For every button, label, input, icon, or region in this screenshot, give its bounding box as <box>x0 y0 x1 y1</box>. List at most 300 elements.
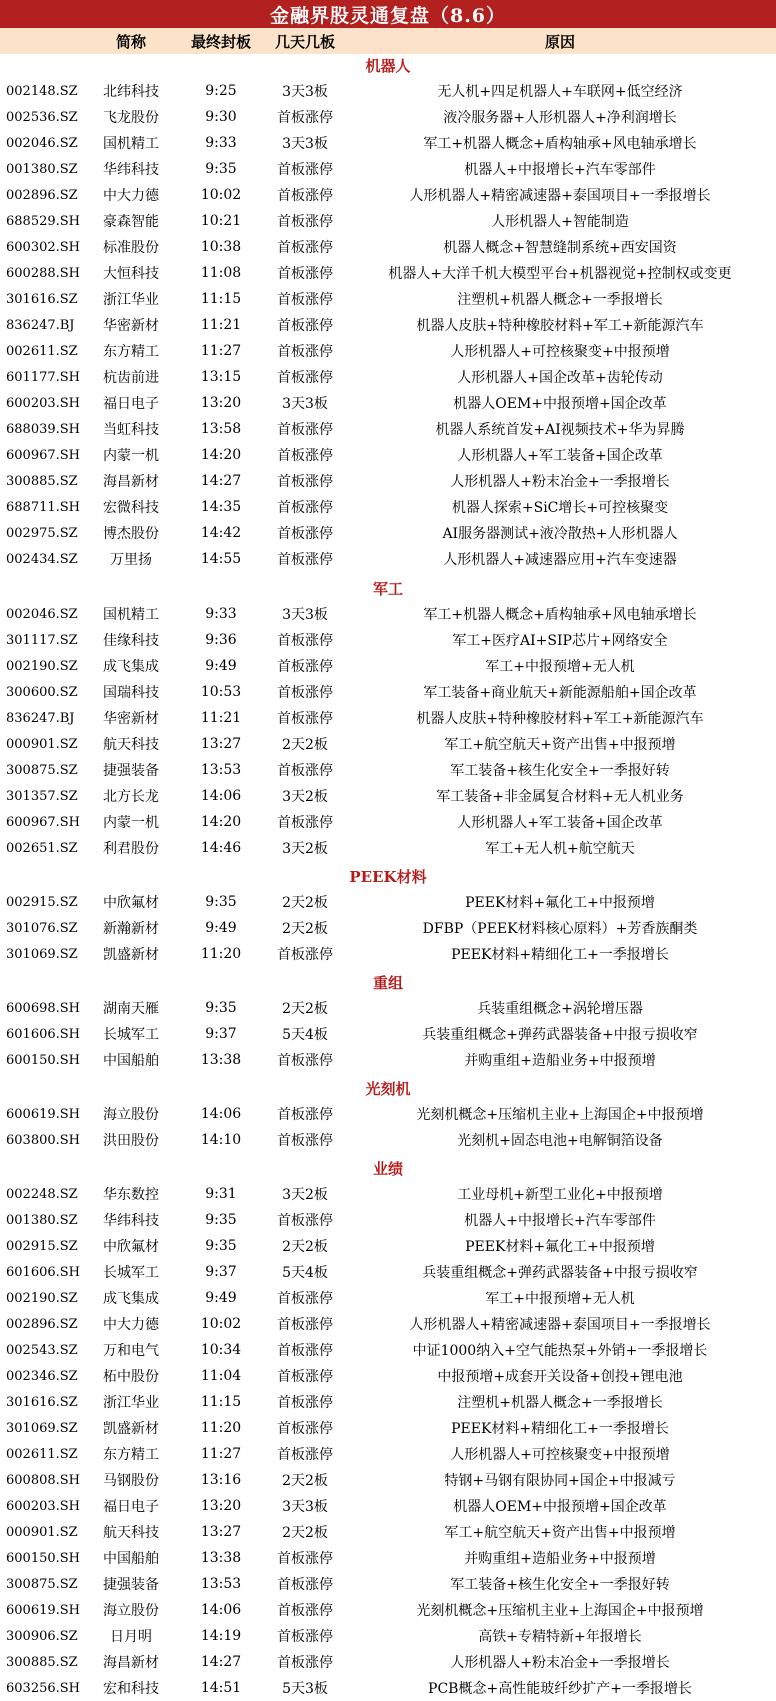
table-row <box>0 757 776 783</box>
board-count: 首板涨停 <box>277 659 333 675</box>
board-count: 5天4板 <box>282 1027 328 1043</box>
stock-code: 301069.SZ <box>6 946 78 962</box>
table-row <box>0 835 776 861</box>
seal-time: 11:20 <box>200 946 242 962</box>
stock-name: 马钢股份 <box>103 1473 159 1489</box>
stock-code: 836247.BJ <box>6 710 75 726</box>
reason: PEEK材料+氟化工+中报预增 <box>465 1239 655 1255</box>
seal-time: 14:10 <box>200 1132 242 1148</box>
section <box>0 971 776 1073</box>
stock-code: 000901.SZ <box>6 736 78 752</box>
seal-time: 14:51 <box>200 1680 242 1696</box>
board-count: 首板涨停 <box>277 266 333 282</box>
stock-name: 佳缘科技 <box>103 633 159 649</box>
seal-time: 11:04 <box>200 1368 242 1384</box>
stock-name: 华密新材 <box>103 711 159 727</box>
seal-time: 11:27 <box>200 1446 242 1462</box>
seal-time: 14:42 <box>200 525 242 541</box>
stock-name: 成飞集成 <box>103 659 159 675</box>
table-row <box>0 468 776 494</box>
stock-name: 捷强装备 <box>103 1577 159 1593</box>
stock-name: 国机精工 <box>103 136 159 152</box>
table-row <box>0 364 776 390</box>
reason: 机器人概念+智慧缝制系统+西安国资 <box>443 240 677 256</box>
stock-code: 002190.SZ <box>6 658 78 674</box>
table-row <box>0 312 776 338</box>
stock-code: 000901.SZ <box>6 1524 78 1540</box>
seal-time: 14:20 <box>200 814 242 830</box>
seal-time: 9:37 <box>205 1264 237 1280</box>
table-row <box>0 1441 776 1467</box>
stock-code: 301616.SZ <box>6 1394 78 1410</box>
stock-code: 601606.SH <box>6 1264 81 1280</box>
seal-time: 10:53 <box>200 684 242 700</box>
reason: 军工+无人机+航空航天 <box>485 841 635 857</box>
reason: 注塑机+机器人概念+一季报增长 <box>457 1395 663 1411</box>
section <box>0 1077 776 1153</box>
stock-code: 600967.SH <box>6 814 81 830</box>
board-count: 首板涨停 <box>277 947 333 963</box>
stock-name: 当虹科技 <box>103 422 159 438</box>
table-row <box>0 941 776 967</box>
board-count: 首板涨停 <box>277 1213 333 1229</box>
stock-code: 600967.SH <box>6 447 81 463</box>
table-row <box>0 104 776 130</box>
stock-name: 柘中股份 <box>103 1369 159 1385</box>
reason: 机器人系统首发+AI视频技术+华为昇腾 <box>435 422 685 438</box>
table-row <box>0 1597 776 1623</box>
stock-name: 华纬科技 <box>103 1213 159 1229</box>
reason: 兵装重组概念+弹药武器装备+中报亏损收窄 <box>422 1027 698 1043</box>
stock-code: 002543.SZ <box>6 1342 78 1358</box>
stock-code: 002046.SZ <box>6 135 78 151</box>
seal-time: 13:27 <box>200 1524 242 1540</box>
board-count: 首板涨停 <box>277 763 333 779</box>
seal-time: 9:35 <box>205 1238 237 1254</box>
stock-code: 001380.SZ <box>6 161 78 177</box>
stock-code: 002611.SZ <box>6 343 78 359</box>
board-count: 首板涨停 <box>277 1629 333 1645</box>
stock-code: 301076.SZ <box>6 920 78 936</box>
stock-name: 飞龙股份 <box>103 110 159 126</box>
reason: 军工装备+非金属复合材料+无人机业务 <box>436 789 684 805</box>
reason: 人形机器人+军工装备+国企改革 <box>457 815 663 831</box>
stock-code: 300906.SZ <box>6 1628 78 1644</box>
stock-name: 福日电子 <box>103 1499 159 1515</box>
stock-name: 湖南天雁 <box>103 1001 159 1017</box>
board-count: 5天3板 <box>282 1681 328 1697</box>
stock-code: 002611.SZ <box>6 1446 78 1462</box>
stock-code: 002896.SZ <box>6 1316 78 1332</box>
stock-name: 标准股份 <box>103 240 159 256</box>
table-row <box>0 705 776 731</box>
seal-time: 14:06 <box>200 788 242 804</box>
seal-time: 10:34 <box>200 1342 242 1358</box>
stock-code: 301117.SZ <box>6 632 78 648</box>
reason: 中报预增+成套开关设备+创投+锂电池 <box>437 1369 683 1385</box>
stock-code: 002046.SZ <box>6 606 78 622</box>
stock-name: 航天科技 <box>103 737 159 753</box>
table-row <box>0 1675 776 1701</box>
board-count: 首板涨停 <box>277 1395 333 1411</box>
reason: AI服务器测试+液冷散热+人形机器人 <box>442 526 678 542</box>
table-row <box>0 416 776 442</box>
stock-code: 002434.SZ <box>6 551 78 567</box>
stock-code: 600619.SH <box>6 1106 81 1122</box>
reason: PEEK材料+精细化工+一季报增长 <box>451 1421 669 1437</box>
seal-time: 11:08 <box>200 265 242 281</box>
table-row <box>0 1571 776 1597</box>
stock-code: 002536.SZ <box>6 109 78 125</box>
reason: 机器人+大洋千机大模型平台+机器视觉+控制权或变更 <box>388 266 732 282</box>
reason: 光刻机概念+压缩机主业+上海国企+中报预增 <box>416 1603 704 1619</box>
seal-time: 9:30 <box>205 109 237 125</box>
board-count: 首板涨停 <box>277 448 333 464</box>
stock-name: 洪田股份 <box>103 1133 159 1149</box>
stock-code: 301069.SZ <box>6 1420 78 1436</box>
seal-time: 14:27 <box>200 473 242 489</box>
section <box>0 1157 776 1701</box>
reason: 光刻机+固态电池+电解铜箔设备 <box>457 1133 663 1149</box>
reason: PEEK材料+精细化工+一季报增长 <box>451 947 669 963</box>
stock-name: 凯盛新材 <box>103 947 159 963</box>
table-row <box>0 679 776 705</box>
board-count: 首板涨停 <box>277 1369 333 1385</box>
table-row <box>0 653 776 679</box>
board-count: 首板涨停 <box>277 1603 333 1619</box>
table-row <box>0 915 776 941</box>
board-count: 2天2板 <box>282 1473 328 1489</box>
table-row <box>0 1021 776 1047</box>
board-count: 首板涨停 <box>277 1343 333 1359</box>
board-count: 首板涨停 <box>277 240 333 256</box>
stock-code: 601177.SH <box>6 369 81 385</box>
seal-time: 13:38 <box>200 1052 242 1068</box>
reason: 机器人皮肤+特种橡胶材料+军工+新能源汽车 <box>416 711 704 727</box>
seal-time: 14:46 <box>200 840 242 856</box>
board-count: 3天3板 <box>282 607 328 623</box>
reason: 人形机器人+可控核聚变+中报预增 <box>450 344 670 360</box>
stock-name: 中欣氟材 <box>103 895 159 911</box>
board-count: 5天4板 <box>282 1265 328 1281</box>
table-row <box>0 442 776 468</box>
reason: 机器人皮肤+特种橡胶材料+军工+新能源汽车 <box>416 318 704 334</box>
section-title: PEEK材料 <box>349 868 427 886</box>
board-count: 2天2板 <box>282 1239 328 1255</box>
reason: 特钢+马钢有限协同+国企+中报减亏 <box>444 1473 676 1489</box>
stock-code: 600150.SH <box>6 1550 81 1566</box>
stock-name: 海昌新材 <box>103 1655 159 1671</box>
seal-time: 11:27 <box>200 343 242 359</box>
reason: DFBP（PEEK材料核心原料）+芳香族酮类 <box>422 921 698 937</box>
stock-code: 301357.SZ <box>6 788 78 804</box>
seal-time: 14:06 <box>200 1106 242 1122</box>
board-count: 3天2板 <box>282 789 328 805</box>
board-count: 3天2板 <box>282 1187 328 1203</box>
stock-code: 600302.SH <box>6 239 81 255</box>
stock-name: 万和电气 <box>103 1343 159 1359</box>
board-count: 2天2板 <box>282 1001 328 1017</box>
reason: 并购重组+造船业务+中报预增 <box>464 1551 656 1567</box>
table-row <box>0 1047 776 1073</box>
stock-name: 宏微科技 <box>103 500 159 516</box>
table-row <box>0 130 776 156</box>
stock-code: 600203.SH <box>6 395 81 411</box>
seal-time: 13:15 <box>200 369 242 385</box>
table-row <box>0 520 776 546</box>
seal-time: 14:35 <box>200 499 242 515</box>
table-row <box>0 234 776 260</box>
seal-time: 9:35 <box>205 894 237 910</box>
board-count: 首板涨停 <box>277 815 333 831</box>
stock-name: 东方精工 <box>103 1447 159 1463</box>
reason: 军工+中报预增+无人机 <box>485 1291 635 1307</box>
table-row <box>0 546 776 572</box>
board-count: 首板涨停 <box>277 370 333 386</box>
stock-code: 600698.SH <box>6 1000 81 1016</box>
board-count: 首板涨停 <box>277 1107 333 1123</box>
stock-code: 300875.SZ <box>6 762 78 778</box>
table-row <box>0 889 776 915</box>
stock-code: 300875.SZ <box>6 1576 78 1592</box>
board-count: 首板涨停 <box>277 1133 333 1149</box>
stock-name: 北方长龙 <box>103 789 159 805</box>
seal-time: 10:02 <box>200 1316 242 1332</box>
table-row <box>0 1181 776 1207</box>
stock-code: 002975.SZ <box>6 525 78 541</box>
stock-name: 浙江华业 <box>103 1395 159 1411</box>
stock-code: 600150.SH <box>6 1052 81 1068</box>
board-count: 首板涨停 <box>277 344 333 360</box>
reason: 人形机器人+粉末冶金+一季报增长 <box>450 1655 670 1671</box>
header-reason: 原因 <box>544 32 575 51</box>
reason: 军工装备+商业航天+新能源船舶+国企改革 <box>423 685 697 701</box>
stock-name: 豪森智能 <box>103 214 159 230</box>
stock-name: 宏和科技 <box>103 1681 159 1697</box>
stock-name: 捷强装备 <box>103 763 159 779</box>
table-row <box>0 182 776 208</box>
reason: 人形机器人+精密减速器+泰国项目+一季报增长 <box>409 188 711 204</box>
stock-code: 600288.SH <box>6 265 81 281</box>
table-row <box>0 1259 776 1285</box>
table-row <box>0 809 776 835</box>
table-header <box>0 28 776 54</box>
board-count: 首板涨停 <box>277 422 333 438</box>
table-row <box>0 1519 776 1545</box>
section-title: 业绩 <box>372 1160 403 1178</box>
reason: 人形机器人+可控核聚变+中报预增 <box>450 1447 670 1463</box>
seal-time: 14:19 <box>200 1628 242 1644</box>
stock-code: 002915.SZ <box>6 1238 78 1254</box>
seal-time: 14:06 <box>200 1602 242 1618</box>
stock-name: 海立股份 <box>103 1603 159 1619</box>
stock-name: 海立股份 <box>103 1107 159 1123</box>
table-row <box>0 995 776 1021</box>
stock-name: 中大力德 <box>103 1317 159 1333</box>
seal-time: 11:21 <box>200 317 242 333</box>
reason: 人形机器人+军工装备+国企改革 <box>457 448 663 464</box>
reason: PEEK材料+氟化工+中报预增 <box>465 895 655 911</box>
stock-name: 国机精工 <box>103 607 159 623</box>
stock-name: 东方精工 <box>103 344 159 360</box>
seal-time: 13:20 <box>200 1498 242 1514</box>
reason: 人形机器人+国企改革+齿轮传动 <box>457 370 663 386</box>
table-row <box>0 78 776 104</box>
reason: 人形机器人+智能制造 <box>491 214 629 230</box>
stock-name: 浙江华业 <box>103 292 159 308</box>
reason: 军工+医疗AI+SIP芯片+网络安全 <box>452 633 668 649</box>
stock-code: 688711.SH <box>6 499 81 515</box>
board-count: 3天2板 <box>282 841 328 857</box>
table-row <box>0 1363 776 1389</box>
table-row <box>0 208 776 234</box>
board-count: 2天2板 <box>282 921 328 937</box>
seal-time: 14:20 <box>200 447 242 463</box>
seal-time: 14:55 <box>200 551 242 567</box>
board-count: 首板涨停 <box>277 1447 333 1463</box>
board-count: 首板涨停 <box>277 526 333 542</box>
seal-time: 11:20 <box>200 1420 242 1436</box>
seal-time: 13:20 <box>200 395 242 411</box>
stock-name: 新瀚新材 <box>103 921 159 937</box>
stock-code: 002190.SZ <box>6 1290 78 1306</box>
header-days: 几天几板 <box>274 32 335 51</box>
board-count: 3天3板 <box>282 84 328 100</box>
stock-code: 002248.SZ <box>6 1186 78 1202</box>
board-count: 首板涨停 <box>277 1053 333 1069</box>
stock-code: 600619.SH <box>6 1602 81 1618</box>
reason: 人形机器人+精密减速器+泰国项目+一季报增长 <box>409 1317 711 1333</box>
board-count: 首板涨停 <box>277 1655 333 1671</box>
table-row <box>0 1337 776 1363</box>
board-count: 首板涨停 <box>277 1577 333 1593</box>
table-row <box>0 286 776 312</box>
table-body <box>0 54 776 1701</box>
stock-name: 国瑞科技 <box>103 685 159 701</box>
seal-time: 13:16 <box>200 1472 242 1488</box>
stock-name: 航天科技 <box>103 1525 159 1541</box>
stock-code: 001380.SZ <box>6 1212 78 1228</box>
stock-code: 688039.SH <box>6 421 81 437</box>
stock-code: 301616.SZ <box>6 291 78 307</box>
reason: 机器人+中报增长+汽车零部件 <box>464 1213 656 1229</box>
reason: 兵装重组概念+涡轮增压器 <box>477 1001 643 1017</box>
stock-code: 600808.SH <box>6 1472 81 1488</box>
table-row <box>0 627 776 653</box>
reason: 人形机器人+减速器应用+汽车变速器 <box>443 552 677 568</box>
seal-time: 9:49 <box>205 1290 237 1306</box>
table-row <box>0 601 776 627</box>
reason: 军工+航空航天+资产出售+中报预增 <box>444 1525 676 1541</box>
seal-time: 11:15 <box>200 291 242 307</box>
reason: 军工装备+核生化安全+一季报好转 <box>450 763 670 779</box>
header-time: 最终封板 <box>190 32 251 51</box>
board-count: 首板涨停 <box>277 1317 333 1333</box>
reason: 机器人OEM+中报预增+国企改革 <box>453 1499 667 1515</box>
seal-time: 9:25 <box>205 83 237 99</box>
board-count: 首板涨停 <box>277 633 333 649</box>
seal-time: 9:49 <box>205 920 237 936</box>
section-title: 重组 <box>372 974 403 992</box>
board-count: 首板涨停 <box>277 292 333 308</box>
stock-code: 002148.SZ <box>6 83 78 99</box>
stock-name: 海昌新材 <box>103 474 159 490</box>
reason: 军工+航空航天+资产出售+中报预增 <box>444 737 676 753</box>
seal-time: 9:35 <box>205 1000 237 1016</box>
stock-name: 大恒科技 <box>103 266 159 282</box>
board-count: 3天3板 <box>282 396 328 412</box>
seal-time: 13:38 <box>200 1550 242 1566</box>
reason: 光刻机概念+压缩机主业+上海国企+中报预增 <box>416 1107 704 1123</box>
reason: 军工+中报预增+无人机 <box>485 659 635 675</box>
table-row <box>0 731 776 757</box>
table-row <box>0 1127 776 1153</box>
table-row <box>0 1207 776 1233</box>
report-title-bar <box>0 0 776 28</box>
stock-code: 002896.SZ <box>6 187 78 203</box>
seal-time: 13:58 <box>200 421 242 437</box>
reason: 机器人+中报增长+汽车零部件 <box>464 162 656 178</box>
stock-name: 中大力德 <box>103 188 159 204</box>
seal-time: 13:53 <box>200 762 242 778</box>
seal-time: 9:37 <box>205 1026 237 1042</box>
stock-code: 300885.SZ <box>6 473 78 489</box>
table-row <box>0 1493 776 1519</box>
board-count: 首板涨停 <box>277 188 333 204</box>
section <box>0 865 776 967</box>
stock-name: 利君股份 <box>103 841 159 857</box>
stock-name: 中欣氟材 <box>103 1239 159 1255</box>
seal-time: 9:33 <box>205 135 237 151</box>
seal-time: 9:33 <box>205 606 237 622</box>
section-title: 机器人 <box>365 57 411 75</box>
seal-time: 9:35 <box>205 161 237 177</box>
table-row <box>0 1233 776 1259</box>
stock-name: 华密新材 <box>103 318 159 334</box>
stock-code: 688529.SH <box>6 213 81 229</box>
table-row <box>0 390 776 416</box>
seal-time: 14:27 <box>200 1654 242 1670</box>
table-row <box>0 1467 776 1493</box>
seal-time: 9:31 <box>205 1186 237 1202</box>
reason: 液冷服务器+人形机器人+净利润增长 <box>443 110 677 126</box>
header-name: 简称 <box>115 32 146 51</box>
reason: 无人机+四足机器人+车联网+低空经济 <box>437 84 683 100</box>
stock-code: 603800.SH <box>6 1132 81 1148</box>
board-count: 首板涨停 <box>277 214 333 230</box>
board-count: 2天2板 <box>282 1525 328 1541</box>
table-row <box>0 1389 776 1415</box>
board-count: 首板涨停 <box>277 1291 333 1307</box>
stock-name: 长城军工 <box>103 1265 159 1281</box>
board-count: 首板涨停 <box>277 162 333 178</box>
board-count: 首板涨停 <box>277 110 333 126</box>
stock-name: 中国船舶 <box>103 1053 159 1069</box>
table-row <box>0 1285 776 1311</box>
stock-name: 万里扬 <box>110 552 152 568</box>
section <box>0 577 776 861</box>
stock-code: 600203.SH <box>6 1498 81 1514</box>
stock-name: 凯盛新材 <box>103 1421 159 1437</box>
section-title: 光刻机 <box>365 1080 411 1098</box>
stock-code: 601606.SH <box>6 1026 81 1042</box>
board-count: 首板涨停 <box>277 552 333 568</box>
reason: 军工装备+核生化安全+一季报好转 <box>450 1577 670 1593</box>
reason: 机器人OEM+中报预增+国企改革 <box>453 396 667 412</box>
stock-name: 博杰股份 <box>103 526 159 542</box>
reason: 注塑机+机器人概念+一季报增长 <box>457 292 663 308</box>
table-row <box>0 494 776 520</box>
